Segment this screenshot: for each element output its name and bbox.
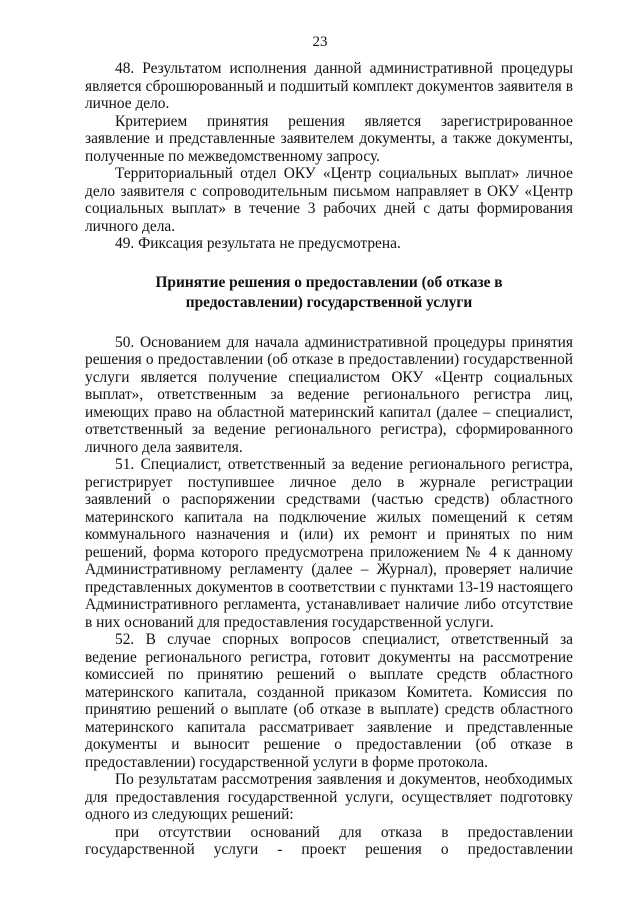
page-number: 23 xyxy=(312,34,328,50)
paragraph-52: 52. В случае спорных вопросов специалист, ответственный за ведение регионального регистра, готовит документы на рассмотрение комиссией по принятию решений о выплате средств областного материнского капитала, созданной приказом Комитета. Комиссия по принятию решений о выплате (об отказе в выплате) средств областного материнского капитала рассматривает заявление и представленные документы и выносит решение о предоставлении (об отказе в предоставлении) государственной услуги в форме протокола. xyxy=(85,631,573,771)
paragraph-criterion: Критерием принятия решения является зарегистрированное заявление и представленные заявителем документы, а также документы, полученные по межведомственному запросу. xyxy=(85,112,573,165)
paragraph-decision-option: при отсутствии оснований для отказа в предоставлении государственной услуги - проект решения о предоставлении xyxy=(85,823,573,858)
paragraph-48: 48. Результатом исполнения данной административной процедуры является сброшюрованный и подшитый комплект документов заявителя в личное дело. xyxy=(85,60,573,112)
paragraph-49: 49. Фиксация результата не предусмотрена. xyxy=(115,235,401,252)
document-body xyxy=(85,60,573,859)
section-heading-line-2: предоставлении) государственной услуги xyxy=(185,293,473,311)
section-heading-line-1: Принятие решения о предоставлении (об отказе в xyxy=(155,273,503,291)
paragraph-50: 50. Основанием для начала административной процедуры принятия решения о предоставлении (об отказе в предоставлении) государственной услуги является получение специалистом ОКУ «Центр социальных выплат», ответственным за ведение регионального регистра лиц, имеющих право на областной материнский капитал (далее – специалист, ответственный за ведение регионального регистра), сформированного личного дела заявителя. xyxy=(85,333,573,456)
paragraph-results: По результатам рассмотрения заявления и документов, необходимых для предоставления государственной услуги, осуществляет подготовку одного из следующих решений: xyxy=(85,771,573,823)
section-heading xyxy=(85,273,573,313)
paragraph-51: 51. Специалист, ответственный за ведение регионального регистра, регистрирует поступившее личное дело в журнале регистрации заявлений о распоряжении средствами (частью средств) областного материнского капитала на подключение жилых помещений к сетям коммунального назначения и (или) их ремонт и принятых по ним решений, форма которого предусмотрена приложением № 4 к данному Административному регламенту (далее – Журнал), проверяет наличие представленных документов в соответствии с пунктами 13-19 настоящего Административного регламента, устанавливает наличие либо отсутствие в них оснований для предоставления государственной услуги. xyxy=(85,456,573,631)
paragraph-territorial-office: Территориальный отдел ОКУ «Центр социальных выплат» личное дело заявителя с сопроводительным письмом направляет в ОКУ «Центр социальных выплат» в течение 3 рабочих дней с даты формирования личного дела. xyxy=(85,165,573,235)
